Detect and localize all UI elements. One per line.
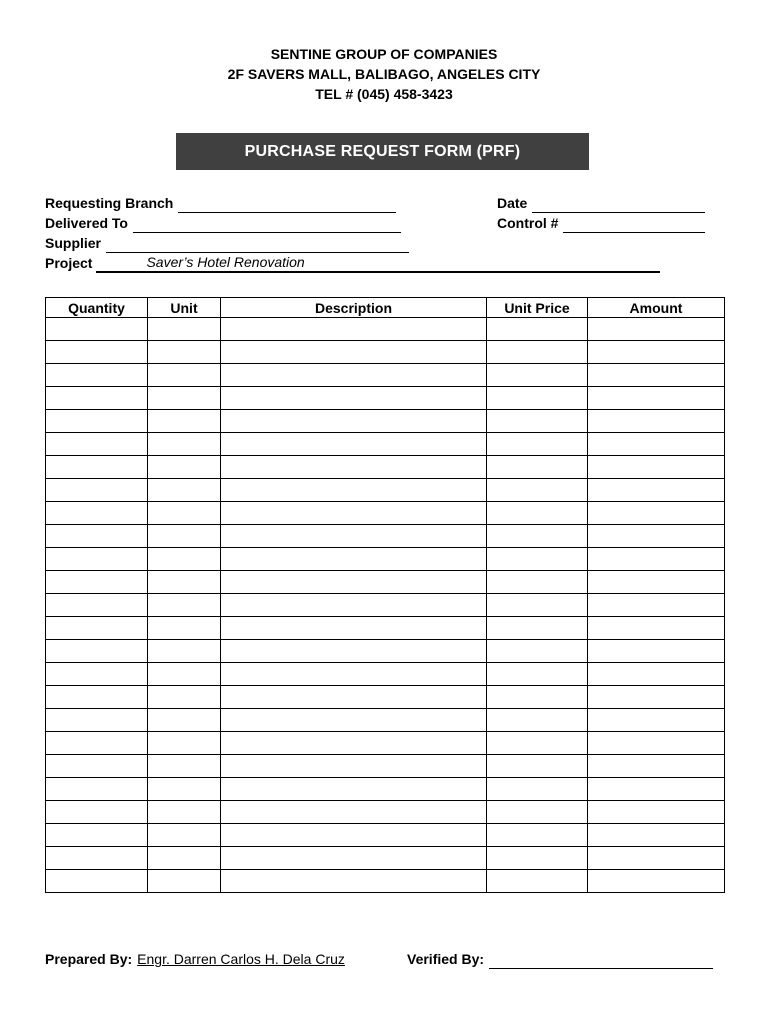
table-cell[interactable] (487, 548, 588, 571)
table-cell[interactable] (588, 732, 725, 755)
table-cell[interactable] (487, 847, 588, 870)
table-cell[interactable] (221, 548, 487, 571)
table-row (46, 548, 725, 571)
table-row (46, 502, 725, 525)
table-cell[interactable] (148, 318, 221, 341)
project-value[interactable]: Saver’s Hotel Renovation (96, 253, 660, 273)
column-header-unit: Unit (148, 298, 221, 318)
table-row (46, 640, 725, 663)
table-cell[interactable] (221, 732, 487, 755)
table-row (46, 755, 725, 778)
table-cell[interactable] (487, 387, 588, 410)
prepared-by-value: Engr. Darren Carlos H. Dela Cruz (137, 951, 345, 967)
project-label: Project (45, 255, 93, 271)
table-cell[interactable] (46, 318, 148, 341)
table-cell[interactable] (487, 433, 588, 456)
table-cell[interactable] (588, 364, 725, 387)
table-cell[interactable] (46, 364, 148, 387)
table-cell[interactable] (221, 870, 487, 893)
items-table-body (46, 318, 725, 893)
table-row (46, 663, 725, 686)
table-cell[interactable] (588, 847, 725, 870)
date-label: Date (497, 195, 528, 211)
control-no-line[interactable] (563, 217, 705, 233)
delivered-to-label: Delivered To (45, 215, 128, 231)
table-cell[interactable] (148, 732, 221, 755)
date-line[interactable] (532, 197, 705, 213)
items-table (45, 297, 725, 893)
table-cell[interactable] (221, 594, 487, 617)
table-cell[interactable] (588, 548, 725, 571)
table-cell[interactable] (588, 594, 725, 617)
supplier-line[interactable] (106, 237, 409, 253)
control-no-label: Control # (497, 215, 559, 231)
verified-by-label: Verified By: (407, 951, 485, 967)
table-cell[interactable] (487, 479, 588, 502)
column-header-description: Description (221, 298, 487, 318)
verified-by[interactable] (407, 949, 713, 969)
table-cell[interactable] (148, 571, 221, 594)
table-cell[interactable] (221, 663, 487, 686)
table-cell[interactable] (46, 341, 148, 364)
table-cell[interactable] (487, 755, 588, 778)
table-cell[interactable] (148, 387, 221, 410)
table-cell[interactable] (221, 410, 487, 433)
table-cell[interactable] (46, 847, 148, 870)
table-cell[interactable] (148, 548, 221, 571)
table-cell[interactable] (148, 663, 221, 686)
table-cell[interactable] (221, 318, 487, 341)
table-cell[interactable] (148, 594, 221, 617)
table-cell[interactable] (487, 594, 588, 617)
table-cell[interactable] (46, 410, 148, 433)
table-cell[interactable] (46, 824, 148, 847)
table-cell[interactable] (148, 502, 221, 525)
table-row (46, 456, 725, 479)
table-cell[interactable] (588, 686, 725, 709)
table-cell[interactable] (588, 318, 725, 341)
table-row (46, 617, 725, 640)
table-cell[interactable] (221, 433, 487, 456)
table-cell[interactable] (46, 456, 148, 479)
table-cell[interactable] (46, 548, 148, 571)
table-cell[interactable] (46, 732, 148, 755)
requesting-branch-line[interactable] (178, 197, 396, 213)
verified-by-line[interactable] (489, 953, 713, 969)
table-cell[interactable] (588, 824, 725, 847)
table-cell[interactable] (46, 617, 148, 640)
table-cell[interactable] (148, 640, 221, 663)
table-cell[interactable] (221, 456, 487, 479)
form-title: PURCHASE REQUEST FORM (PRF) (176, 133, 589, 170)
table-row (46, 433, 725, 456)
table-cell[interactable] (221, 617, 487, 640)
prepared-by (45, 949, 345, 969)
table-cell[interactable] (588, 801, 725, 824)
table-row (46, 364, 725, 387)
table-cell[interactable] (148, 525, 221, 548)
table-row (46, 870, 725, 893)
table-cell[interactable] (487, 709, 588, 732)
table-cell[interactable] (148, 801, 221, 824)
table-cell[interactable] (588, 456, 725, 479)
table-cell[interactable] (588, 709, 725, 732)
table-row (46, 387, 725, 410)
table-cell[interactable] (487, 364, 588, 387)
table-cell[interactable] (148, 778, 221, 801)
table-cell[interactable] (487, 571, 588, 594)
table-row (46, 732, 725, 755)
table-cell[interactable] (588, 778, 725, 801)
requesting-branch-label: Requesting Branch (45, 195, 174, 211)
table-row (46, 709, 725, 732)
table-cell[interactable] (487, 617, 588, 640)
control-no-field[interactable] (497, 213, 705, 233)
table-row (46, 824, 725, 847)
table-cell[interactable] (148, 341, 221, 364)
prepared-by-label: Prepared By: (45, 951, 133, 967)
table-cell[interactable] (221, 571, 487, 594)
table-cell[interactable] (487, 456, 588, 479)
table-row (46, 479, 725, 502)
table-cell[interactable] (221, 502, 487, 525)
table-cell[interactable] (148, 755, 221, 778)
table-row (46, 318, 725, 341)
table-cell[interactable] (221, 824, 487, 847)
table-cell[interactable] (588, 479, 725, 502)
company-address: 2F SAVERS MALL, BALIBAGO, ANGELES CITY (227, 66, 541, 82)
table-cell[interactable] (588, 640, 725, 663)
table-row (46, 571, 725, 594)
table-row (46, 801, 725, 824)
table-row (46, 341, 725, 364)
table-cell[interactable] (487, 801, 588, 824)
table-cell[interactable] (588, 341, 725, 364)
table-cell[interactable] (221, 640, 487, 663)
table-cell[interactable] (46, 479, 148, 502)
table-row (46, 686, 725, 709)
table-cell[interactable] (588, 617, 725, 640)
project-field[interactable] (45, 253, 660, 273)
table-row (46, 847, 725, 870)
table-cell[interactable] (46, 755, 148, 778)
table-cell[interactable] (487, 640, 588, 663)
table-cell[interactable] (588, 387, 725, 410)
column-header-amount: Amount (588, 298, 725, 318)
date-field[interactable] (497, 193, 705, 213)
table-cell[interactable] (588, 410, 725, 433)
table-cell[interactable] (46, 640, 148, 663)
table-row (46, 410, 725, 433)
table-cell[interactable] (221, 801, 487, 824)
table-cell[interactable] (148, 617, 221, 640)
table-cell[interactable] (46, 663, 148, 686)
table-cell[interactable] (148, 686, 221, 709)
column-header-quantity: Quantity (46, 298, 148, 318)
table-cell[interactable] (46, 433, 148, 456)
table-header-row (46, 298, 725, 318)
table-cell[interactable] (487, 778, 588, 801)
column-header-unit-price: Unit Price (487, 298, 588, 318)
company-name: SENTINE GROUP OF COMPANIES (270, 46, 498, 62)
table-cell[interactable] (46, 801, 148, 824)
table-cell[interactable] (46, 594, 148, 617)
company-header (0, 44, 768, 104)
table-cell[interactable] (221, 525, 487, 548)
table-cell[interactable] (148, 433, 221, 456)
table-cell[interactable] (588, 525, 725, 548)
delivered-to-line[interactable] (133, 217, 401, 233)
table-cell[interactable] (221, 387, 487, 410)
table-cell[interactable] (148, 824, 221, 847)
table-cell[interactable] (588, 571, 725, 594)
table-cell[interactable] (588, 755, 725, 778)
table-cell[interactable] (487, 732, 588, 755)
supplier-label: Supplier (45, 235, 102, 251)
table-cell[interactable] (487, 525, 588, 548)
table-cell[interactable] (588, 870, 725, 893)
table-cell[interactable] (487, 663, 588, 686)
table-cell[interactable] (487, 410, 588, 433)
table-cell[interactable] (221, 479, 487, 502)
table-cell[interactable] (221, 686, 487, 709)
table-cell[interactable] (487, 341, 588, 364)
table-cell[interactable] (148, 847, 221, 870)
table-cell[interactable] (588, 663, 725, 686)
table-cell[interactable] (487, 502, 588, 525)
table-cell[interactable] (46, 870, 148, 893)
table-cell[interactable] (487, 318, 588, 341)
table-cell[interactable] (221, 709, 487, 732)
table-cell[interactable] (148, 456, 221, 479)
table-cell[interactable] (46, 571, 148, 594)
table-row (46, 525, 725, 548)
table-cell[interactable] (588, 502, 725, 525)
table-cell[interactable] (221, 341, 487, 364)
table-row (46, 778, 725, 801)
table-cell[interactable] (46, 709, 148, 732)
table-cell[interactable] (588, 433, 725, 456)
table-cell[interactable] (487, 870, 588, 893)
table-cell[interactable] (148, 709, 221, 732)
table-cell[interactable] (487, 686, 588, 709)
requesting-branch-field[interactable] (45, 193, 396, 213)
table-row (46, 594, 725, 617)
table-cell[interactable] (148, 479, 221, 502)
table-cell[interactable] (46, 387, 148, 410)
table-cell[interactable] (148, 410, 221, 433)
table-cell[interactable] (221, 778, 487, 801)
table-cell[interactable] (46, 686, 148, 709)
table-cell[interactable] (46, 502, 148, 525)
table-cell[interactable] (221, 755, 487, 778)
company-tel: TEL # (045) 458-3423 (315, 86, 453, 102)
table-cell[interactable] (148, 364, 221, 387)
delivered-to-field[interactable] (45, 213, 401, 233)
table-cell[interactable] (46, 525, 148, 548)
table-cell[interactable] (46, 778, 148, 801)
table-cell[interactable] (221, 847, 487, 870)
table-cell[interactable] (487, 824, 588, 847)
supplier-field[interactable] (45, 233, 409, 253)
table-cell[interactable] (221, 364, 487, 387)
table-cell[interactable] (148, 870, 221, 893)
